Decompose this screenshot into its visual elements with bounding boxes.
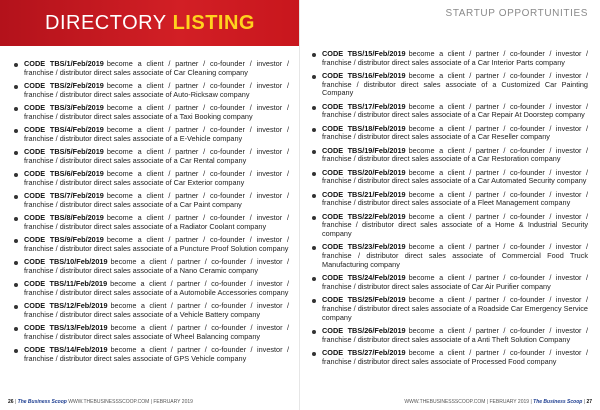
list-item	[312, 349, 588, 366]
list-item	[14, 82, 289, 99]
entry-code: CODE TBS/21/Feb/2019	[322, 189, 406, 199]
footer-issue: FEBRUARY 2019	[489, 399, 530, 405]
entry-text: become a client / partner / co-founder / investor / franchise / distributor direct sales associate of a Car Paint company	[24, 191, 289, 209]
bullet-icon	[14, 327, 18, 331]
entry-text: become a client / partner / co-founder / investor / franchise / distributor direct sales associate of a Radiator Coolant company	[24, 213, 289, 231]
list-item	[312, 72, 588, 98]
entry-text: become a client / partner / co-founder / investor / franchise / distributor direct sales associate of a Nano Ceramic company	[24, 257, 289, 275]
list-item	[312, 125, 588, 142]
entry-text: become a client / partner / co-founder / investor / franchise / distributor direct sales associate of a Car Interior Parts company	[322, 49, 589, 67]
entry-code: CODE TBS/12/Feb/2019	[24, 301, 108, 310]
banner-title-directory: DIRECTORY	[45, 11, 167, 34]
entry-text: become a client / partner / co-founder / investor / franchise / distributor direct sales associate of a Car Repair At Doorstep company	[322, 101, 589, 120]
entry-code: CODE TBS/24/Feb/2019	[322, 273, 406, 283]
entry-code: CODE TBS/16/Feb/2019	[322, 71, 406, 80]
entry-code: CODE TBS/2/Feb/2019	[24, 81, 104, 90]
entry-text: become a client / partner / co-founder / investor / franchise / distributor direct sales associate of a E-Vehicle company	[24, 125, 289, 143]
entry-code: CODE TBS/11/Feb/2019	[24, 279, 108, 288]
footer-website: WWW.THEBUSINESSSCOOP.COM	[404, 399, 486, 405]
entry-text: become a client / partner / co-founder / investor / franchise / distributor direct sales associate of a Roadside Car Emergency Service company	[322, 295, 589, 322]
list-item	[312, 191, 588, 208]
bullet-icon	[312, 299, 316, 303]
bullet-icon	[312, 172, 316, 176]
entry-code: CODE TBS/17/Feb/2019	[322, 101, 406, 111]
entry-code: CODE TBS/5/Feb/2019	[24, 147, 104, 156]
entry-text: become a client / partner / co-founder / investor / franchise / distributor direct sales associate of Car Air Purifier company	[322, 273, 589, 291]
entry-text: become a client / partner / co-founder / investor / franchise / distributor direct sales associate of a Taxi Booking company	[24, 103, 289, 121]
bullet-icon	[312, 246, 316, 250]
entry-code: CODE TBS/27/Feb/2019	[322, 347, 406, 357]
bullet-icon	[312, 330, 316, 334]
entry-code: CODE TBS/14/Feb/2019	[24, 345, 108, 354]
entry-text: become a client / partner / co-founder / investor / franchise / distributor direct sales associate of a Car Automated Security company	[322, 167, 589, 186]
bullet-icon	[312, 106, 316, 110]
footer-website: WWW.THEBUSINESSSCOOP.COM	[68, 399, 150, 405]
right-page	[300, 0, 600, 410]
bullet-icon	[14, 63, 18, 67]
entry-text: become a client / partner / co-founder / investor / franchise / distributor direct sales associate of a Car Restoration company	[322, 145, 589, 164]
entry-code: CODE TBS/9/Feb/2019	[24, 235, 104, 244]
list-item	[312, 50, 588, 67]
list-item	[312, 243, 588, 269]
bullet-icon	[312, 128, 316, 132]
right-entry-list	[312, 50, 588, 371]
entry-code: CODE TBS/25/Feb/2019	[322, 295, 406, 305]
list-item	[14, 148, 289, 165]
entry-text: become a client / partner / co-founder / investor / franchise / distributor direct sales associate of a Fleet Management company	[322, 189, 589, 208]
entry-text: become a client / partner / co-founder / investor / franchise / distributor direct sales associate of a Vehicle Battery company	[24, 301, 289, 319]
list-item	[14, 280, 289, 297]
directory-listing-banner	[0, 0, 300, 46]
footer-issue: FEBRUARY 2019	[153, 399, 193, 405]
entry-code: CODE TBS/7/Feb/2019	[24, 191, 104, 200]
bullet-icon	[14, 85, 18, 89]
bullet-icon	[312, 194, 316, 198]
entry-text: become a client / partner / co-founder / investor / franchise / distributor direct sales associate of a Anti Theft Solution Company	[322, 325, 589, 344]
bullet-icon	[312, 53, 316, 57]
list-item	[14, 214, 289, 231]
bullet-icon	[312, 277, 316, 281]
entry-text: become a client / partner / co-founder / investor / franchise / distributor direct sales associate of Auto-Ricksaw company	[24, 81, 289, 99]
entry-text: become a client / partner / co-founder / investor / franchise / distributor direct sales associate of a Car Rental company	[24, 147, 289, 165]
list-item	[312, 103, 588, 120]
bullet-icon	[14, 239, 18, 243]
list-item	[14, 104, 289, 121]
list-item	[14, 192, 289, 209]
bullet-icon	[14, 261, 18, 265]
entry-code: CODE TBS/10/Feb/2019	[24, 257, 108, 266]
list-item	[14, 236, 289, 253]
bullet-icon	[14, 305, 18, 309]
entry-text: become a client / partner / co-founder / investor / franchise / distributor direct sales associate of a Customized Car Painting Company	[322, 71, 589, 98]
list-item	[312, 213, 588, 239]
entry-text: become a client / partner / co-founder / investor / franchise / distributor direct sales associate of Car Exterior company	[24, 169, 289, 187]
page-number: 26	[8, 399, 14, 405]
bullet-icon	[312, 352, 316, 356]
bullet-icon	[14, 107, 18, 111]
list-item	[14, 324, 289, 341]
entry-text: become a client / partner / co-founder / investor / franchise / distributor direct sales associate of a Car Reseller company	[322, 123, 589, 142]
list-item	[14, 346, 289, 363]
entry-text: become a client / partner / co-founder / investor / franchise / distributor direct sales associate of a Automobile Accessories company	[24, 279, 289, 297]
brand-logo-text: The Business Scoop	[17, 399, 67, 405]
list-item	[14, 170, 289, 187]
page-number: 27	[586, 399, 592, 405]
list-item	[312, 274, 588, 291]
entry-code: CODE TBS/13/Feb/2019	[24, 323, 108, 332]
bullet-icon	[14, 151, 18, 155]
left-entry-list	[14, 60, 289, 368]
entry-code: CODE TBS/6/Feb/2019	[24, 169, 104, 178]
bullet-icon	[14, 217, 18, 221]
bullet-icon	[14, 283, 18, 287]
entry-text: become a client / partner / co-founder / investor / franchise / distributor direct sales associate of Commercial Food Truck Manufacturing company	[322, 242, 589, 269]
list-item	[14, 302, 289, 319]
list-item	[312, 296, 588, 322]
entry-code: CODE TBS/26/Feb/2019	[322, 325, 406, 335]
bullet-icon	[14, 129, 18, 133]
entry-text: become a client / partner / co-founder / investor / franchise / distributor direct sales associate of GPS Vehicle company	[24, 345, 289, 363]
list-item	[14, 126, 289, 143]
right-page-footer: WWW.THEBUSINESSSCOOP.COM | FEBRUARY 2019 | The Business Scoop | 27	[404, 399, 592, 405]
list-item	[14, 258, 289, 275]
entry-code: CODE TBS/18/Feb/2019	[322, 123, 406, 133]
entry-text: become a client / partner / co-founder / investor / franchise / distributor direct sales associate of a Home & Industrial Security company	[322, 211, 589, 239]
entry-text: become a client / partner / co-founder / investor / franchise / distributor direct sales associate of Car Cleaning company	[24, 59, 289, 77]
list-item	[312, 169, 588, 186]
bullet-icon	[312, 150, 316, 154]
list-item	[14, 60, 289, 77]
entry-code: CODE TBS/20/Feb/2019	[322, 167, 406, 177]
banner-title-listing: LISTING	[172, 11, 255, 34]
list-item	[312, 327, 588, 344]
left-page-footer: 26 | The Business Scoop WWW.THEBUSINESSSCOOP.COM | FEBRUARY 2019	[8, 399, 193, 405]
bullet-icon	[312, 75, 316, 79]
bullet-icon	[312, 216, 316, 220]
brand-logo-text: The Business Scoop	[533, 399, 583, 405]
bullet-icon	[14, 349, 18, 353]
entry-code: CODE TBS/3/Feb/2019	[24, 103, 104, 112]
entry-code: CODE TBS/22/Feb/2019	[322, 211, 406, 221]
entry-code: CODE TBS/4/Feb/2019	[24, 125, 104, 134]
entry-text: become a client / partner / co-founder / investor / franchise / distributor direct sales associate of Processed Food company	[322, 347, 589, 366]
entry-code: CODE TBS/1/Feb/2019	[24, 59, 104, 68]
entry-text: become a client / partner / co-founder / investor / franchise / distributor direct sales associate of Wheel Balancing company	[24, 323, 289, 341]
entry-text: become a client / partner / co-founder / investor / franchise / distributor direct sales associate of a Puncture Proof Solution company	[24, 235, 289, 253]
list-item	[312, 147, 588, 164]
entry-code: CODE TBS/19/Feb/2019	[322, 145, 406, 155]
bullet-icon	[14, 195, 18, 199]
entry-code: CODE TBS/8/Feb/2019	[24, 213, 104, 222]
entry-code: CODE TBS/23/Feb/2019	[322, 242, 406, 252]
entry-code: CODE TBS/15/Feb/2019	[322, 49, 406, 58]
bullet-icon	[14, 173, 18, 177]
section-header: STARTUP OPPORTUNITIES	[445, 8, 588, 19]
